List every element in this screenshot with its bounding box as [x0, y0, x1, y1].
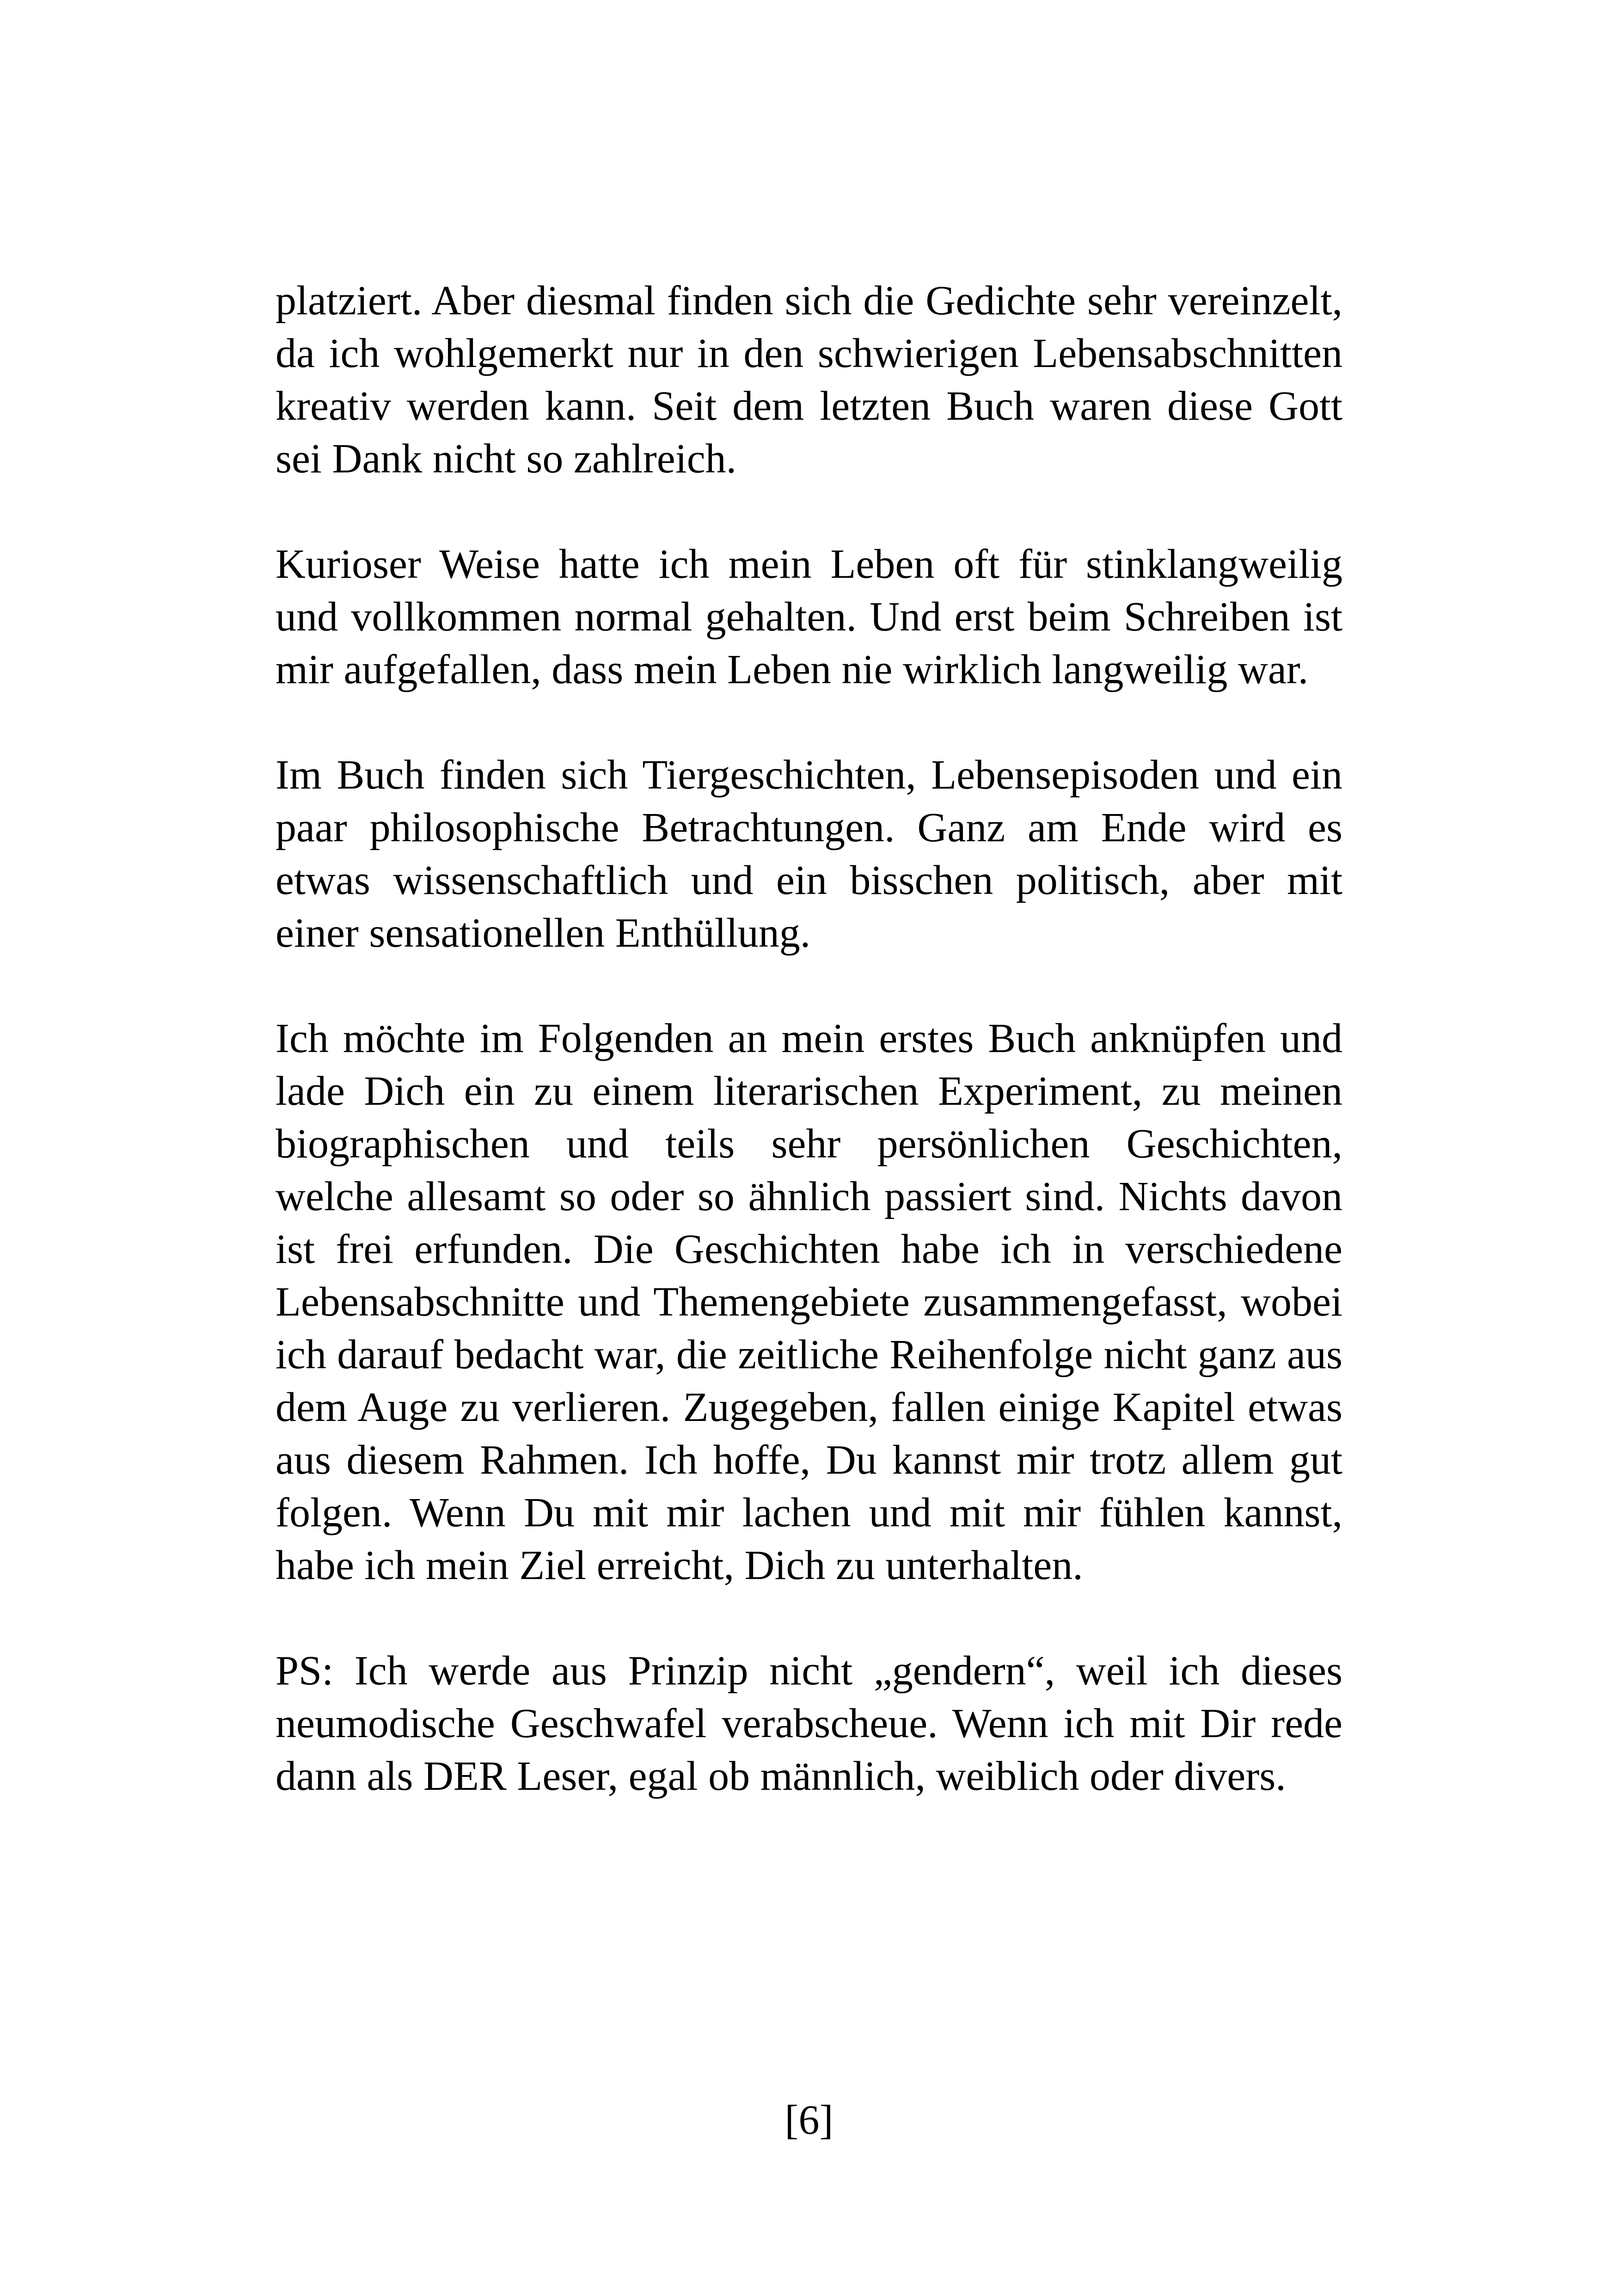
text-line: lade Dich ein zu einem literarischen Experiment, zu meinen [276, 1068, 1342, 1114]
paragraph-gap [276, 485, 1342, 538]
text-line: neumodische Geschwafel verabscheue. Wenn ich mit Dir rede [276, 1701, 1342, 1746]
text-line: einer sensationellen Enthüllung. [276, 910, 811, 956]
paragraph-gap [276, 696, 1342, 749]
paragraph [276, 1645, 1342, 1803]
paragraph [276, 275, 1342, 485]
page-number: [6] [784, 2097, 834, 2143]
paragraph [276, 1012, 1342, 1592]
text-line: und vollkommen normal gehalten. Und erst beim Schreiben ist [276, 594, 1342, 640]
text-line: paar philosophische Betrachtungen. Ganz am Ende wird es [276, 805, 1342, 851]
text-line: aus diesem Rahmen. Ich hoffe, Du kannst mir trotz allem gut [276, 1437, 1342, 1483]
text-line: PS: Ich werde aus Prinzip nicht „gendern“, weil ich dieses [276, 1648, 1342, 1694]
text-line: sei Dank nicht so zahlreich. [276, 436, 737, 482]
text-line: Ich möchte im Folgenden an mein erstes Buch anknüpfen und [276, 1016, 1342, 1061]
text-line: da ich wohlgemerkt nur in den schwierigen Lebensabschnitten [276, 331, 1342, 376]
paragraph [276, 538, 1342, 696]
text-line: platziert. Aber diesmal finden sich die Gedichte sehr vereinzelt, [276, 278, 1342, 324]
text-line: Lebensabschnitte und Themengebiete zusammengefasst, wobei [276, 1279, 1342, 1325]
text-line: Im Buch finden sich Tiergeschichten, Lebensepisoden und ein [276, 752, 1342, 798]
body-text [276, 275, 1342, 1803]
text-line: etwas wissenschaftlich und ein bisschen politisch, aber mit [276, 857, 1342, 903]
text-line: welche allesamt so oder so ähnlich passiert sind. Nichts davon [276, 1174, 1342, 1219]
text-line: folgen. Wenn Du mit mir lachen und mit mir fühlen kannst, [276, 1490, 1342, 1536]
text-line: habe ich mein Ziel erreicht, Dich zu unterhalten. [276, 1543, 1083, 1588]
text-line: ist frei erfunden. Die Geschichten habe ich in verschiedene [276, 1226, 1342, 1272]
paragraph-gap [276, 960, 1342, 1012]
text-line: Kurioser Weise hatte ich mein Leben oft für stinklangweilig [276, 541, 1342, 587]
text-line: dann als DER Leser, egal ob männlich, weiblich oder divers. [276, 1753, 1286, 1799]
paragraph [276, 749, 1342, 960]
text-line: mir aufgefallen, dass mein Leben nie wirklich langweilig war. [276, 647, 1309, 692]
text-line: dem Auge zu verlieren. Zugegeben, fallen einige Kapitel etwas [276, 1384, 1342, 1430]
text-line: biographischen und teils sehr persönlichen Geschichten, [276, 1121, 1342, 1167]
paragraph-gap [276, 1592, 1342, 1645]
text-line: ich darauf bedacht war, die zeitliche Reihenfolge nicht ganz aus [276, 1332, 1342, 1378]
text-line: kreativ werden kann. Seit dem letzten Buch waren diese Gott [276, 383, 1342, 429]
